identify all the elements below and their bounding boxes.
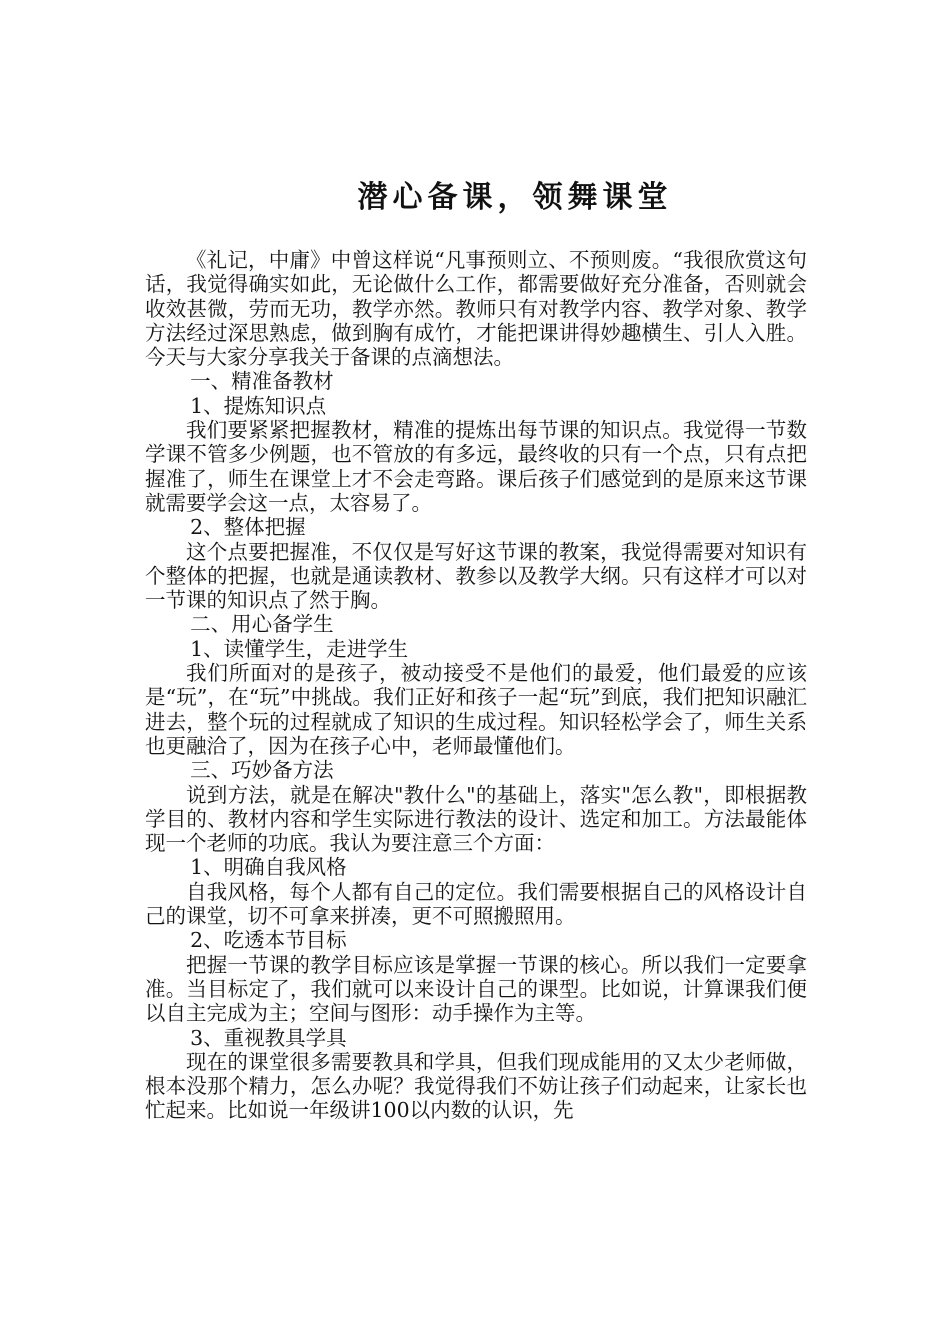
paragraph: 这个点要把握准，不仅仅是写好这节课的教案，我觉得需要对知识有个整体的把握，也就是通读教材、教参以及教学大纲。只有这样才可以对一节课的知识点了然于胸。	[145, 539, 807, 613]
paragraph: 现在的课堂很多需要教具和学具，但我们现成能用的又太少老师做，根本没那个精力，怎么办呢？我觉得我们不妨让孩子们动起来，让家长也忙起来。比如说一年级讲100以内数的认识，先	[145, 1049, 807, 1123]
subsection-heading-3-1: 1、明确自我风格	[190, 855, 347, 880]
section-heading-1: 一、精准备教材	[190, 369, 334, 394]
paragraph: 把握一节课的教学目标应该是掌握一节课的核心。所以我们一定要拿准。当目标定了，我们就可以来设计自己的课型。比如说，计算课我们便以自主完成为主；空间与图形：动手操作为主等。	[145, 952, 807, 1026]
paragraph: 我们所面对的是孩子，被动接受不是他们的最爱，他们最爱的应该是“玩”，在“玩”中挑战。我们正好和孩子一起“玩”到底，我们把知识融汇进去，整个玩的过程就成了知识的生成过程。知识轻松学会了，师生关系也更融洽了，因为在孩子心中，老师最懂他们。	[145, 661, 807, 758]
paragraph: 说到方法，就是在解决"教什么"的基础上，落实"怎么教"，即根据教学目的、教材内容和学生实际进行教法的设计、选定和加工。方法最能体现一个老师的功底。我认为要注意三个方面：	[145, 782, 807, 856]
paragraph-intro: 《礼记，中庸》中曾这样说“凡事预则立、不预则废。“我很欣赏这句话，我觉得确实如此，无论做什么工作，都需要做好充分准备，否则就会收效甚微，劳而无功，教学亦然。教师只有对教学内容、教学对象、教学方法经过深思熟虑，做到胸有成竹，才能把课讲得妙趣横生、引人入胜。今天与大家分享我关于备课的点滴想法。	[145, 248, 807, 370]
subsection-heading-2-1: 1、读懂学生，走进学生	[190, 636, 409, 661]
paragraph: 自我风格，每个人都有自己的定位。我们需要根据自己的风格设计自己的课堂，切不可拿来拼凑，更不可照搬照用。	[145, 879, 807, 929]
section-heading-3: 三、巧妙备方法	[190, 758, 334, 783]
subsection-heading-1-2: 2、整体把握	[190, 515, 306, 540]
subsection-heading-3-3: 3、重视教具学具	[190, 1025, 347, 1050]
document-title: 潜心备课，领舞课堂	[357, 180, 673, 215]
section-heading-2: 二、用心备学生	[190, 612, 334, 637]
subsection-heading-3-2: 2、吃透本节目标	[190, 928, 347, 953]
subsection-heading-1-1: 1、提炼知识点	[190, 393, 327, 418]
paragraph: 我们要紧紧把握教材，精准的提炼出每节课的知识点。我觉得一节数学课不管多少例题，也不管放的有多远，最终收的只有一个点，只有点把握准了，师生在课堂上才不会走弯路。课后孩子们感觉到的是原来这节课就需要学会这一点，太容易了。	[145, 418, 807, 515]
document-body	[145, 248, 807, 1123]
